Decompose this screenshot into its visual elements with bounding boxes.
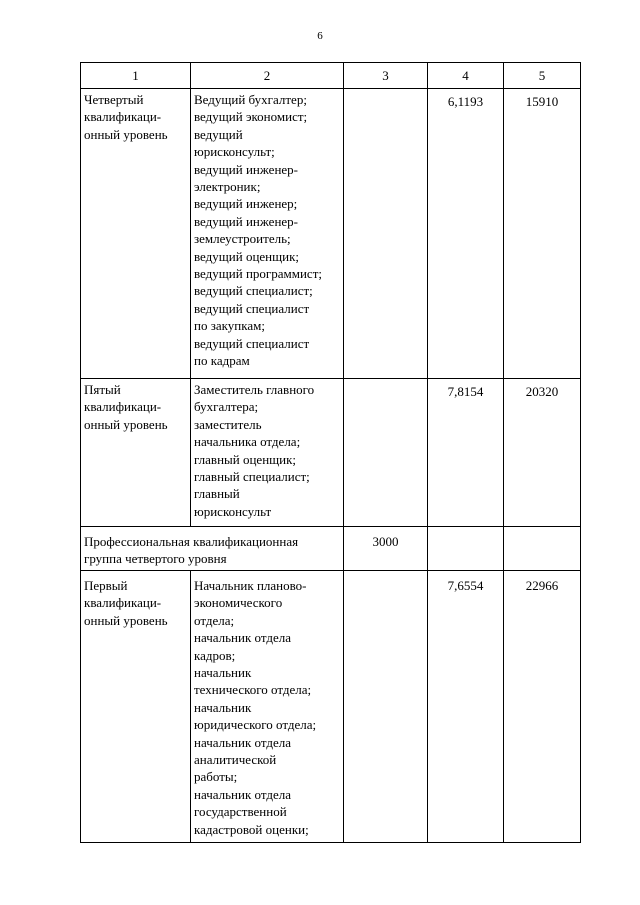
cell-line: онный уровень xyxy=(84,612,168,628)
cell-line: кадров; xyxy=(194,647,236,663)
group-row xyxy=(81,527,581,571)
cell-line: ведущий специалист; xyxy=(194,283,313,299)
table-row xyxy=(81,89,581,379)
cell-line: отдела; xyxy=(194,612,235,628)
cell-line: ведущий оценщик; xyxy=(194,248,300,264)
base-salary-cell: 3000 xyxy=(344,527,428,571)
cell-line: начальник отдела xyxy=(194,630,292,646)
cell-line: ведущий специалист xyxy=(194,335,310,351)
cell-line: начальник отдела xyxy=(194,786,292,802)
cell-line: квалификаци- xyxy=(84,399,162,415)
coefficient-cell: 7,8154 xyxy=(428,379,504,527)
cell-line: по закупкам; xyxy=(194,318,265,334)
cell-line: онный уровень xyxy=(84,416,168,432)
header-cell: 3 xyxy=(344,63,428,89)
group-title-cell xyxy=(81,527,344,571)
cell-line: Пятый xyxy=(84,382,121,397)
cell-line: государственной xyxy=(194,804,287,820)
cell-line: работы; xyxy=(194,769,238,785)
coefficient-cell: 7,6554 xyxy=(428,571,504,843)
salary-table xyxy=(80,62,581,843)
cell-line: онный уровень xyxy=(84,126,168,142)
header-cell: 5 xyxy=(504,63,581,89)
cell-line: квалификаци- xyxy=(84,109,162,125)
cell-line: электроник; xyxy=(194,179,261,195)
cell-line: технического отдела; xyxy=(194,682,312,698)
qualification-level-cell xyxy=(81,571,191,843)
col3-cell xyxy=(344,571,428,843)
cell-line: начальник xyxy=(194,665,252,681)
cell-line: ведущий инженер- xyxy=(194,161,298,177)
header-cell: 4 xyxy=(428,63,504,89)
cell-line: начальника отдела; xyxy=(194,434,301,450)
cell-line: группа четвертого уровня xyxy=(84,551,227,567)
cell-line: ведущий инженер- xyxy=(194,213,298,229)
cell-line: Ведущий бухгалтер; xyxy=(194,92,307,107)
cell-line: аналитической xyxy=(194,752,277,768)
cell-line: Начальник планово- xyxy=(194,578,307,593)
coefficient-cell xyxy=(428,527,504,571)
cell-line: главный оценщик; xyxy=(194,451,297,467)
salary-cell xyxy=(504,527,581,571)
cell-line: Первый xyxy=(84,578,128,593)
cell-line: квалификаци- xyxy=(84,595,162,611)
col3-cell xyxy=(344,89,428,379)
cell-line: кадастровой оценки; xyxy=(194,821,309,837)
salary-cell: 15910 xyxy=(504,89,581,379)
positions-cell xyxy=(191,89,344,379)
qualification-level-cell xyxy=(81,379,191,527)
salary-cell: 22966 xyxy=(504,571,581,843)
cell-line: юрисконсульт; xyxy=(194,144,275,160)
header-cell: 1 xyxy=(81,63,191,89)
cell-line: Заместитель главного xyxy=(194,382,315,397)
cell-line: бухгалтера; xyxy=(194,399,259,415)
page-number: 6 xyxy=(317,30,323,42)
header-cell: 2 xyxy=(191,63,344,89)
col3-cell xyxy=(344,379,428,527)
cell-line: ведущий специалист xyxy=(194,300,310,316)
cell-line: начальник отдела xyxy=(194,734,292,750)
cell-line: главный xyxy=(194,486,240,502)
cell-line: Профессиональная квалификационная xyxy=(84,534,299,549)
cell-line: юрисконсульт xyxy=(194,503,272,519)
cell-line: юридического отдела; xyxy=(194,717,317,733)
cell-line: начальник xyxy=(194,699,252,715)
cell-line: ведущий инженер; xyxy=(194,196,298,212)
cell-line: землеустроитель; xyxy=(194,231,291,247)
coefficient-cell: 6,1193 xyxy=(428,89,504,379)
positions-cell xyxy=(191,571,344,843)
cell-line: экономического xyxy=(194,595,283,611)
cell-line: главный специалист; xyxy=(194,469,310,485)
table-row xyxy=(81,379,581,527)
table-header-row xyxy=(81,63,581,89)
cell-line: Четвертый xyxy=(84,92,144,107)
cell-line: ведущий xyxy=(194,126,243,142)
salary-cell: 20320 xyxy=(504,379,581,527)
cell-line: ведущий программист; xyxy=(194,266,322,282)
cell-line: заместитель xyxy=(194,416,262,432)
table-row xyxy=(81,571,581,843)
qualification-level-cell xyxy=(81,89,191,379)
cell-line: ведущий экономист; xyxy=(194,109,308,125)
positions-cell xyxy=(191,379,344,527)
cell-line: по кадрам xyxy=(194,353,250,369)
